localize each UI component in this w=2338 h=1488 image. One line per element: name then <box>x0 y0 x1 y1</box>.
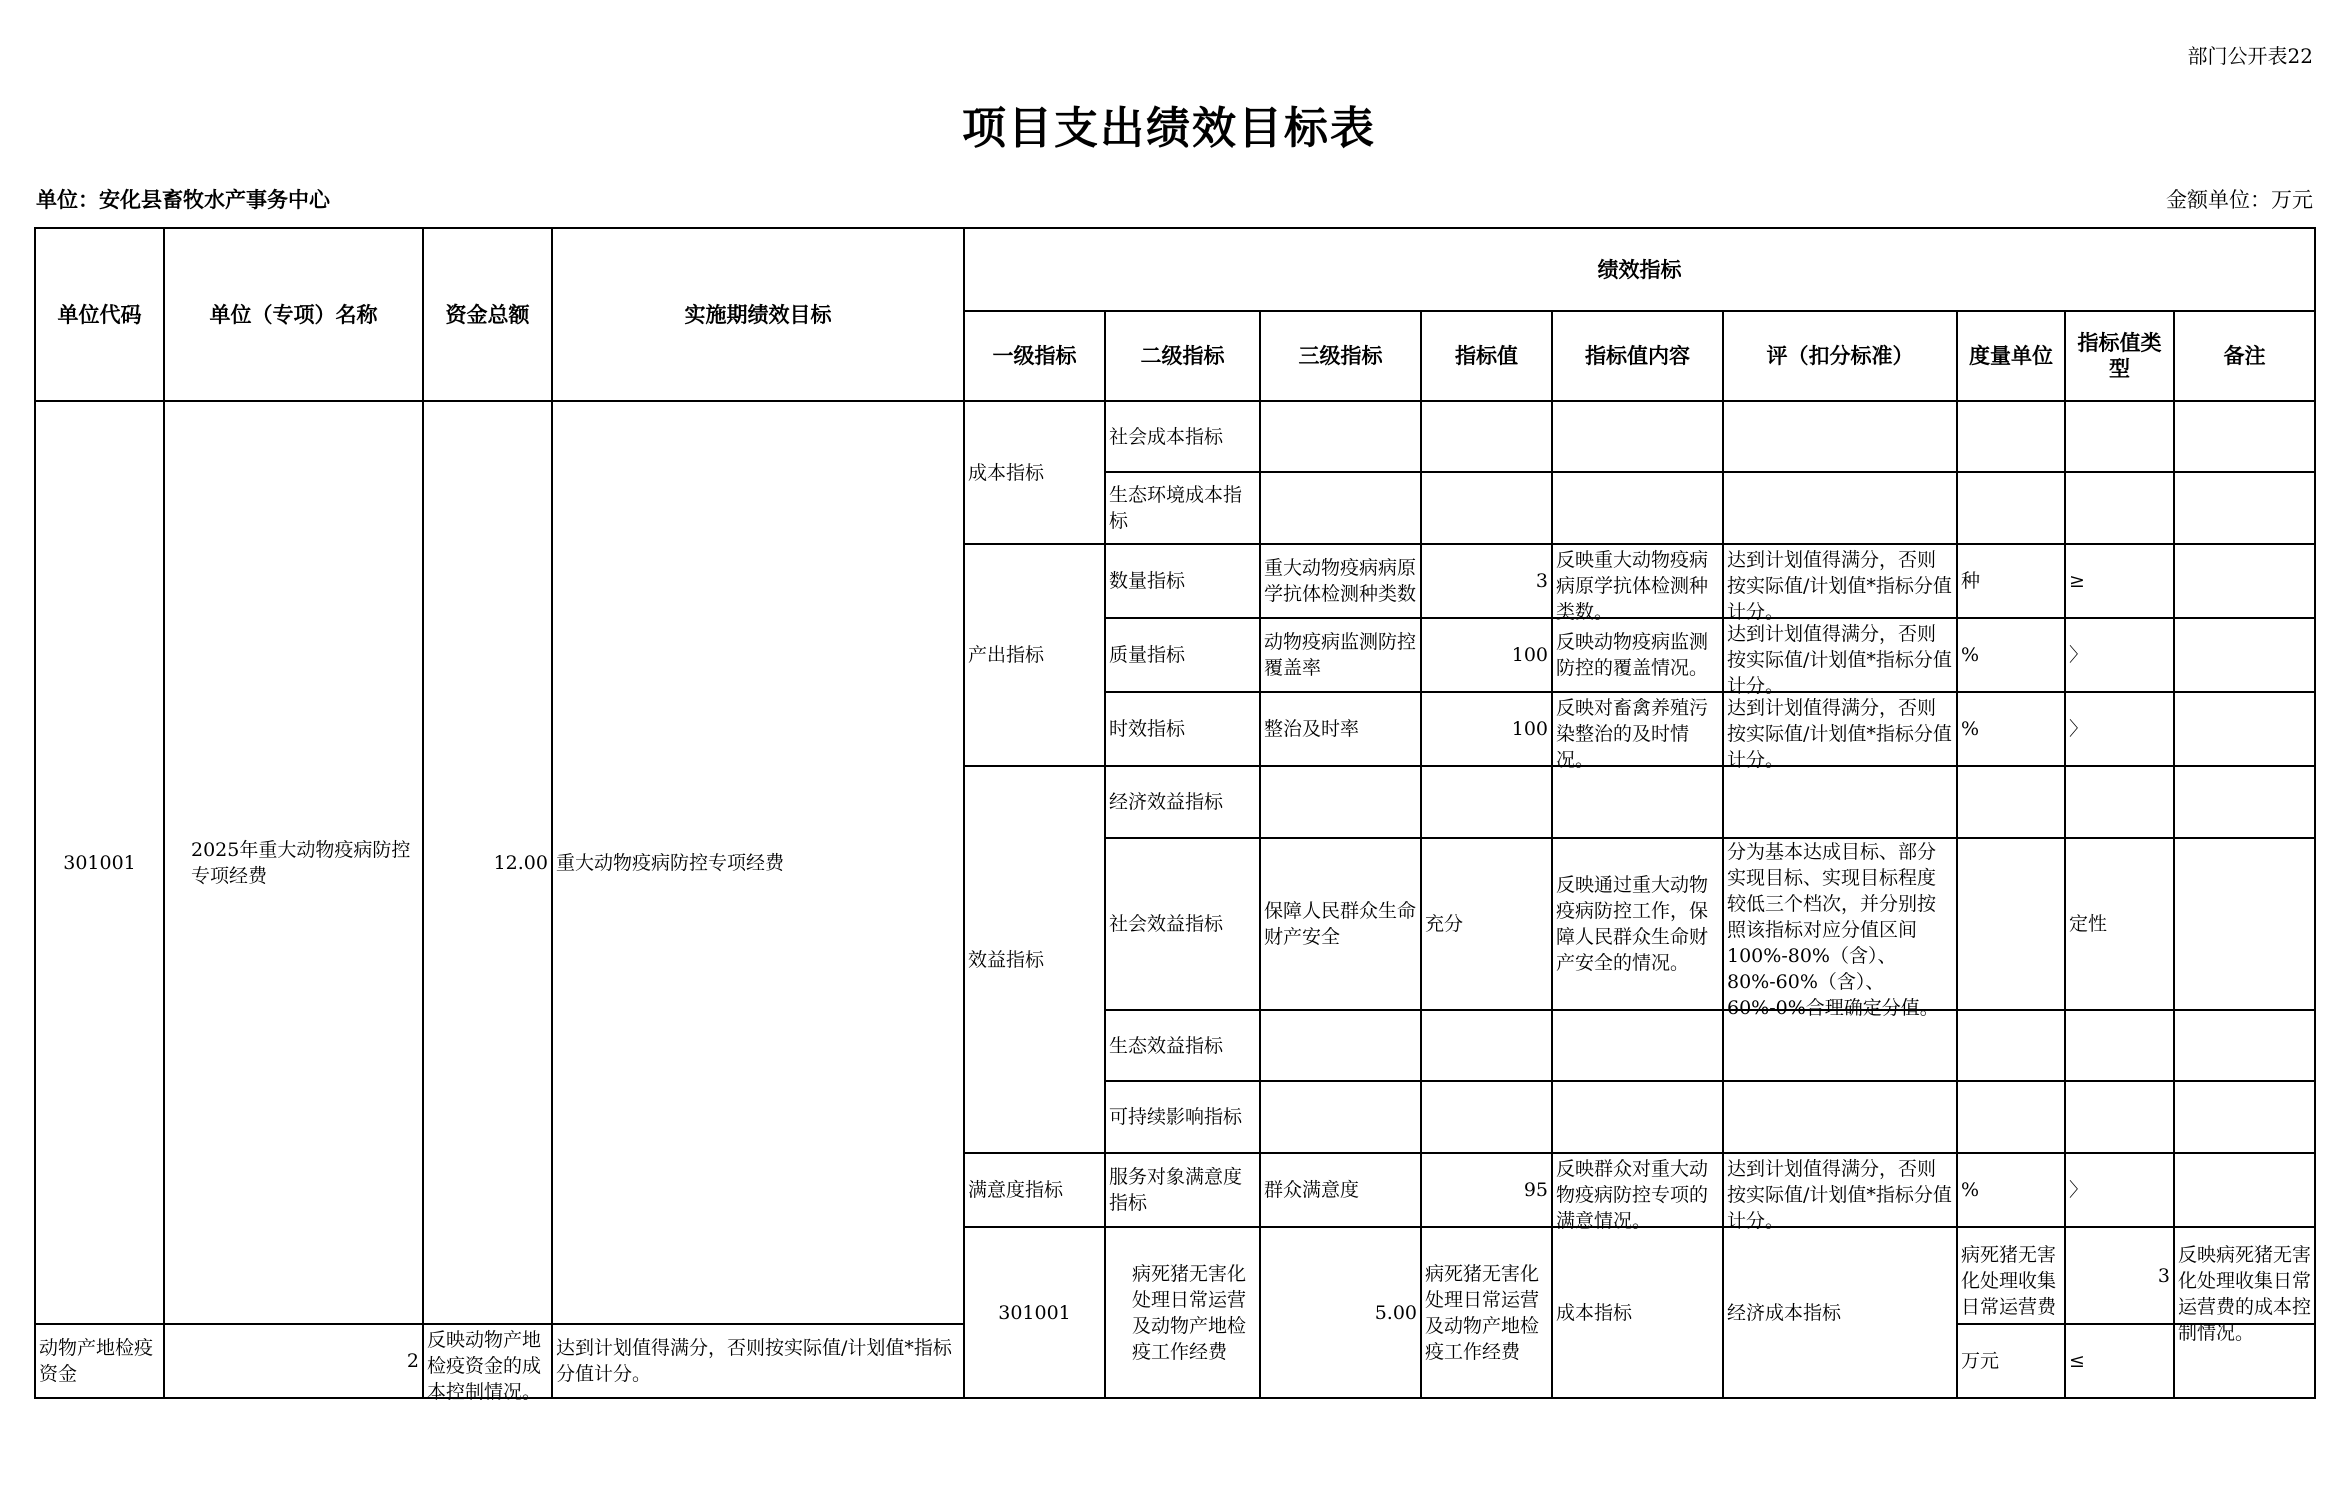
p1-output-l3: 整治及时率 <box>1264 718 1360 740</box>
p1-cost-l2: 社会成本指标 <box>1105 401 1260 472</box>
header-funds: 资金总额 <box>423 228 552 401</box>
p1-satisfaction-measure: % <box>1957 1153 2065 1227</box>
p1-benefit-content: 反映通过重大动物疫病防控工作，保障人民群众生命财产安全的情况。 <box>1556 874 1709 974</box>
p2-type: ≤ <box>2065 1324 2174 1398</box>
p1-benefit-criteria: 分为基本达成目标、部分实现目标、实现目标程度较低三个档次，并分别按照该指标对应分值区间100%-80%（含）、80%-60%（含）、60%-0%合理确定分值。 <box>1727 841 1939 1019</box>
header-criteria: 评（扣分标准） <box>1723 311 1957 401</box>
p2-goal: 病死猪无害化处理日常运营及动物产地检疫工作经费 <box>1421 1227 1552 1398</box>
p1-output-l3: 动物疫病监测防控覆盖率 <box>1264 631 1417 679</box>
p1-output-criteria: 达到计划值得满分，否则按实际值/计划值*指标分值计分。 <box>1727 697 1952 771</box>
p1-benefit-value: 充分 <box>1421 838 1552 1010</box>
p1-benefit-measure <box>1957 838 2065 1010</box>
page-title: 项目支出绩效目标表 <box>962 103 1376 154</box>
p2-code: 301001 <box>964 1227 1105 1398</box>
p1-output-content: 反映动物疫病监测防控的覆盖情况。 <box>1556 631 1709 679</box>
p1-output-content: 反映重大动物疫病病原学抗体检测种类数。 <box>1556 549 1709 623</box>
header-perf-group: 绩效指标 <box>964 228 2315 311</box>
p2-funds: 5.00 <box>1260 1227 1421 1398</box>
p2-content: 反映动物产地检疫资金的成本控制情况。 <box>427 1329 542 1403</box>
header-level2: 二级指标 <box>1105 311 1260 401</box>
p1-satisfaction-label: 满意度指标 <box>964 1153 1105 1227</box>
p1-output-criteria: 达到计划值得满分，否则按实际值/计划值*指标分值计分。 <box>1727 549 1952 623</box>
p1-cost-label: 成本指标 <box>964 401 1105 544</box>
p2-name: 病死猪无害化处理日常运营及动物产地检疫工作经费 <box>1105 1227 1260 1398</box>
p1-satisfaction-type: 〉 <box>2065 1153 2174 1227</box>
header-remark: 备注 <box>2174 311 2315 401</box>
p1-benefit-type: 定性 <box>2065 838 2174 1010</box>
p1-output-criteria: 达到计划值得满分，否则按实际值/计划值*指标分值计分。 <box>1727 623 1952 697</box>
p1-output-type: 〉 <box>2065 618 2174 692</box>
p2-l1: 成本指标 <box>1552 1227 1723 1398</box>
p1-benefit-l3: 保障人民群众生命财产安全 <box>1264 900 1417 948</box>
p1-funds: 12.00 <box>423 401 552 1324</box>
p1-output-l2: 时效指标 <box>1105 692 1260 766</box>
p1-output-measure: 种 <box>1957 544 2065 618</box>
p2-l3: 动物产地检疫资金 <box>39 1337 154 1385</box>
p1-code: 301001 <box>35 401 164 1324</box>
p1-output-type: ≥ <box>2065 544 2174 618</box>
header-goal: 实施期绩效目标 <box>552 228 964 401</box>
p1-output-measure: % <box>1957 692 2065 766</box>
amount-unit-label: 金额单位：万元 <box>2166 188 2313 212</box>
p1-output-l3: 重大动物疫病病原学抗体检测种类数 <box>1264 557 1417 605</box>
header-value: 指标值 <box>1421 311 1552 401</box>
p1-output-measure: % <box>1957 618 2065 692</box>
p1-name: 2025年重大动物疫病防控专项经费 <box>164 401 423 1324</box>
header-level1: 一级指标 <box>964 311 1105 401</box>
header-measure: 度量单位 <box>1957 311 2065 401</box>
p1-output-value: 100 <box>1421 692 1552 766</box>
p2-value: 3 <box>2065 1227 2174 1324</box>
p1-benefit-l2: 可持续影响指标 <box>1105 1081 1260 1153</box>
p2-l2: 经济成本指标 <box>1723 1227 1957 1398</box>
header-name: 单位（专项）名称 <box>164 228 423 401</box>
p1-output-value: 100 <box>1421 618 1552 692</box>
p1-benefit-l2: 生态效益指标 <box>1105 1010 1260 1081</box>
p2-criteria: 达到计划值得满分，否则按实际值/计划值*指标分值计分。 <box>556 1337 952 1385</box>
p1-satisfaction-content: 反映群众对重大动物疫病防控专项的满意情况。 <box>1556 1158 1709 1232</box>
p1-satisfaction-criteria: 达到计划值得满分，否则按实际值/计划值*指标分值计分。 <box>1727 1158 1952 1232</box>
p1-satisfaction-l2: 服务对象满意度指标 <box>1109 1166 1243 1214</box>
p2-l3: 病死猪无害化处理收集日常运营费 <box>1961 1243 2057 1318</box>
header-content: 指标值内容 <box>1552 311 1723 401</box>
performance-table <box>34 227 2316 1403</box>
p1-output-label: 产出指标 <box>964 544 1105 766</box>
p1-benefit-label: 效益指标 <box>964 766 1105 1153</box>
p1-benefit-l2: 经济效益指标 <box>1105 766 1260 838</box>
p1-output-l2: 数量指标 <box>1105 544 1260 618</box>
p1-satisfaction-value: 95 <box>1421 1153 1552 1227</box>
p1-output-l2: 质量指标 <box>1105 618 1260 692</box>
p2-measure: 万元 <box>1957 1324 2065 1398</box>
p2-content: 反映病死猪无害化处理收集日常运营费的成本控制情况。 <box>2178 1243 2312 1344</box>
p1-benefit-l2: 社会效益指标 <box>1105 838 1260 1010</box>
p1-output-content: 反映对畜禽养殖污染整治的及时情况。 <box>1556 697 1709 771</box>
unit-label: 单位：安化县畜牧水产事务中心 <box>36 187 330 212</box>
header-level3: 三级指标 <box>1260 311 1421 401</box>
p1-cost-l2: 生态环境成本指标 <box>1105 472 1260 544</box>
p1-goal: 重大动物疫病防控专项经费 <box>552 401 964 1324</box>
header-value-type: 指标值类型 <box>2065 311 2174 401</box>
p1-satisfaction-l3: 群众满意度 <box>1260 1153 1421 1227</box>
header-code: 单位代码 <box>35 228 164 401</box>
p2-value: 2 <box>164 1324 423 1398</box>
form-tag: 部门公开表22 <box>2187 44 2313 68</box>
p1-output-type: 〉 <box>2065 692 2174 766</box>
p1-output-value: 3 <box>1421 544 1552 618</box>
